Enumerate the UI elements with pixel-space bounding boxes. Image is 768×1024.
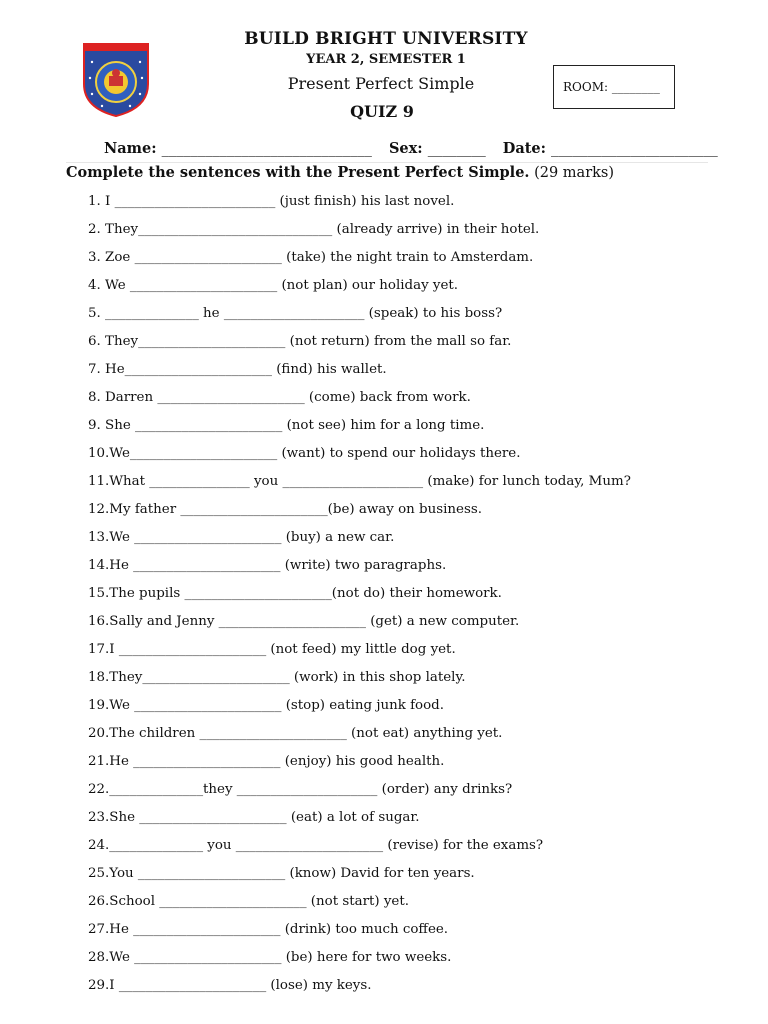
instructions	[66, 164, 614, 181]
question-item[interactable]: 26.School ______________________ (not start) yet.	[88, 894, 409, 909]
question-item[interactable]: 20.The children ______________________ (not eat) anything yet.	[88, 726, 503, 741]
question-item[interactable]: 29.I ______________________ (lose) my keys.	[88, 978, 372, 993]
student-info-fields	[104, 140, 730, 157]
name-label: Name:	[104, 140, 162, 157]
question-item[interactable]: 5. ______________ he _____________________ (speak) to his boss?	[88, 306, 503, 321]
sex-blank[interactable]: ________	[427, 141, 486, 157]
university-title: BUILD BRIGHT UNIVERSITY	[244, 29, 528, 49]
question-item[interactable]: 19.We ______________________ (stop) eating junk food.	[88, 698, 444, 713]
quiz-title: QUIZ 9	[350, 102, 414, 121]
date-label: Date:	[502, 140, 552, 157]
question-item[interactable]: 16.Sally and Jenny ______________________ (get) a new computer.	[88, 614, 520, 629]
question-item[interactable]: 21.He ______________________ (enjoy) his good health.	[88, 754, 445, 769]
subject-title: Present Perfect Simple	[287, 74, 475, 93]
question-list	[88, 192, 631, 1004]
question-item[interactable]: 17.I ______________________ (not feed) my little dog yet.	[88, 642, 456, 657]
date-blank[interactable]: _______________________	[551, 141, 718, 157]
question-item[interactable]: 24.______________ you ______________________ (revise) for the exams?	[88, 838, 544, 853]
question-item[interactable]: 18.They______________________ (work) in this shop lately.	[88, 670, 466, 685]
question-item[interactable]: 7. He______________________ (find) his wallet.	[88, 362, 387, 377]
question-item[interactable]: 2. They_____________________________ (already arrive) in their hotel.	[88, 222, 540, 237]
question-item[interactable]: 23.She ______________________ (eat) a lot of sugar.	[88, 810, 420, 825]
question-item[interactable]: 9. She ______________________ (not see) him for a long time.	[88, 418, 485, 433]
instructions-marks: (29 marks)	[529, 165, 615, 181]
question-item[interactable]: 14.He ______________________ (write) two paragraphs.	[88, 558, 447, 573]
name-field[interactable]	[104, 140, 372, 157]
sex-field[interactable]	[389, 140, 486, 157]
question-item[interactable]: 22.______________they _____________________ (order) any drinks?	[88, 782, 513, 797]
question-item[interactable]: 3. Zoe ______________________ (take) the night train to Amsterdam.	[88, 250, 534, 265]
question-item[interactable]: 8. Darren ______________________ (come) back from work.	[88, 390, 471, 405]
question-item[interactable]: 27.He ______________________ (drink) too much coffee.	[88, 922, 449, 937]
name-blank[interactable]: _____________________________	[161, 141, 372, 157]
question-item[interactable]: 6. They______________________ (not return) from the mall so far.	[88, 334, 512, 349]
header-divider	[66, 162, 708, 163]
question-item[interactable]: 12.My father ______________________(be) away on business.	[88, 502, 482, 517]
instructions-text: Complete the sentences with the Present Perfect Simple.	[66, 164, 530, 181]
question-item[interactable]: 10.We______________________ (want) to spend our holidays there.	[88, 446, 521, 461]
sex-label: Sex:	[388, 140, 428, 157]
question-item[interactable]: 28.We ______________________ (be) here for two weeks.	[88, 950, 452, 965]
date-field[interactable]	[503, 140, 718, 157]
question-item[interactable]: 13.We ______________________ (buy) a new car.	[88, 530, 395, 545]
question-item[interactable]: 4. We ______________________ (not plan) our holiday yet.	[88, 278, 459, 293]
room-label: ROOM: ________	[563, 80, 660, 94]
question-item[interactable]: 15.The pupils ______________________(not do) their homework.	[88, 586, 502, 601]
question-item[interactable]: 11.What _______________ you _____________________ (make) for lunch today, Mum?	[88, 474, 631, 489]
question-item[interactable]: 25.You ______________________ (know) David for ten years.	[88, 866, 475, 881]
question-item[interactable]: 1. I ________________________ (just finish) his last novel.	[88, 194, 455, 209]
year-semester: YEAR 2, SEMESTER 1	[306, 52, 466, 67]
room-box	[553, 65, 675, 109]
